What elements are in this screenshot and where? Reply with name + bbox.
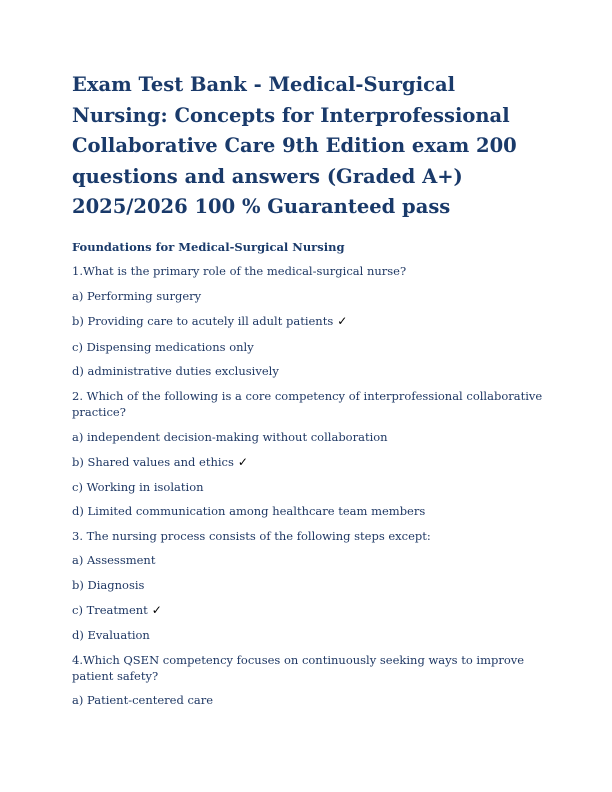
q2-option-a: a) independent decision-making without collaboration: [72, 430, 388, 444]
q1-option-a: a) Performing surgery: [72, 289, 202, 303]
q3-option-c-text: c) Treatment: [72, 603, 148, 617]
q1-option-b-text: b) Providing care to acutely ill adult patients: [72, 314, 334, 328]
q2-option-b: [72, 455, 547, 471]
q3-option-a: a) Assessment: [72, 553, 156, 567]
q3-option-d: d) Evaluation: [72, 628, 150, 642]
question-1: 1.What is the primary role of the medical-surgical nurse?: [72, 264, 407, 278]
check-icon: ✓: [337, 314, 348, 328]
check-icon: ✓: [151, 603, 162, 617]
question-4: 4.Which QSEN competency focuses on continuously seeking ways to improve patient safety?: [72, 653, 525, 683]
q2-option-d: d) Limited communication among healthcare team members: [72, 504, 426, 518]
q1-option-c: c) Dispensing medications only: [72, 340, 254, 354]
document-title: Exam Test Bank - Medical-Surgical Nursing: Concepts for Interprofessional Collaborative Care 9th Edition exam 200 questions and answers (Graded A+) 2025/2026 100 % Guaranteed pass: [72, 73, 517, 218]
question-3: 3. The nursing process consists of the following steps except:: [72, 529, 431, 543]
q1-option-d: d) administrative duties exclusively: [72, 364, 279, 378]
q4-option-a: a) Patient-centered care: [72, 693, 214, 707]
q3-option-c: [72, 603, 547, 619]
check-icon: ✓: [237, 455, 248, 469]
q2-option-b-text: b) Shared values and ethics: [72, 455, 234, 469]
q2-option-c: c) Working in isolation: [72, 480, 204, 494]
q1-option-b: [72, 314, 547, 330]
q3-option-b: b) Diagnosis: [72, 578, 145, 592]
question-2: 2. Which of the following is a core competency of interprofessional collaborative practice?: [72, 389, 543, 419]
section-heading: Foundations for Medical-Surgical Nursing: [72, 240, 345, 254]
